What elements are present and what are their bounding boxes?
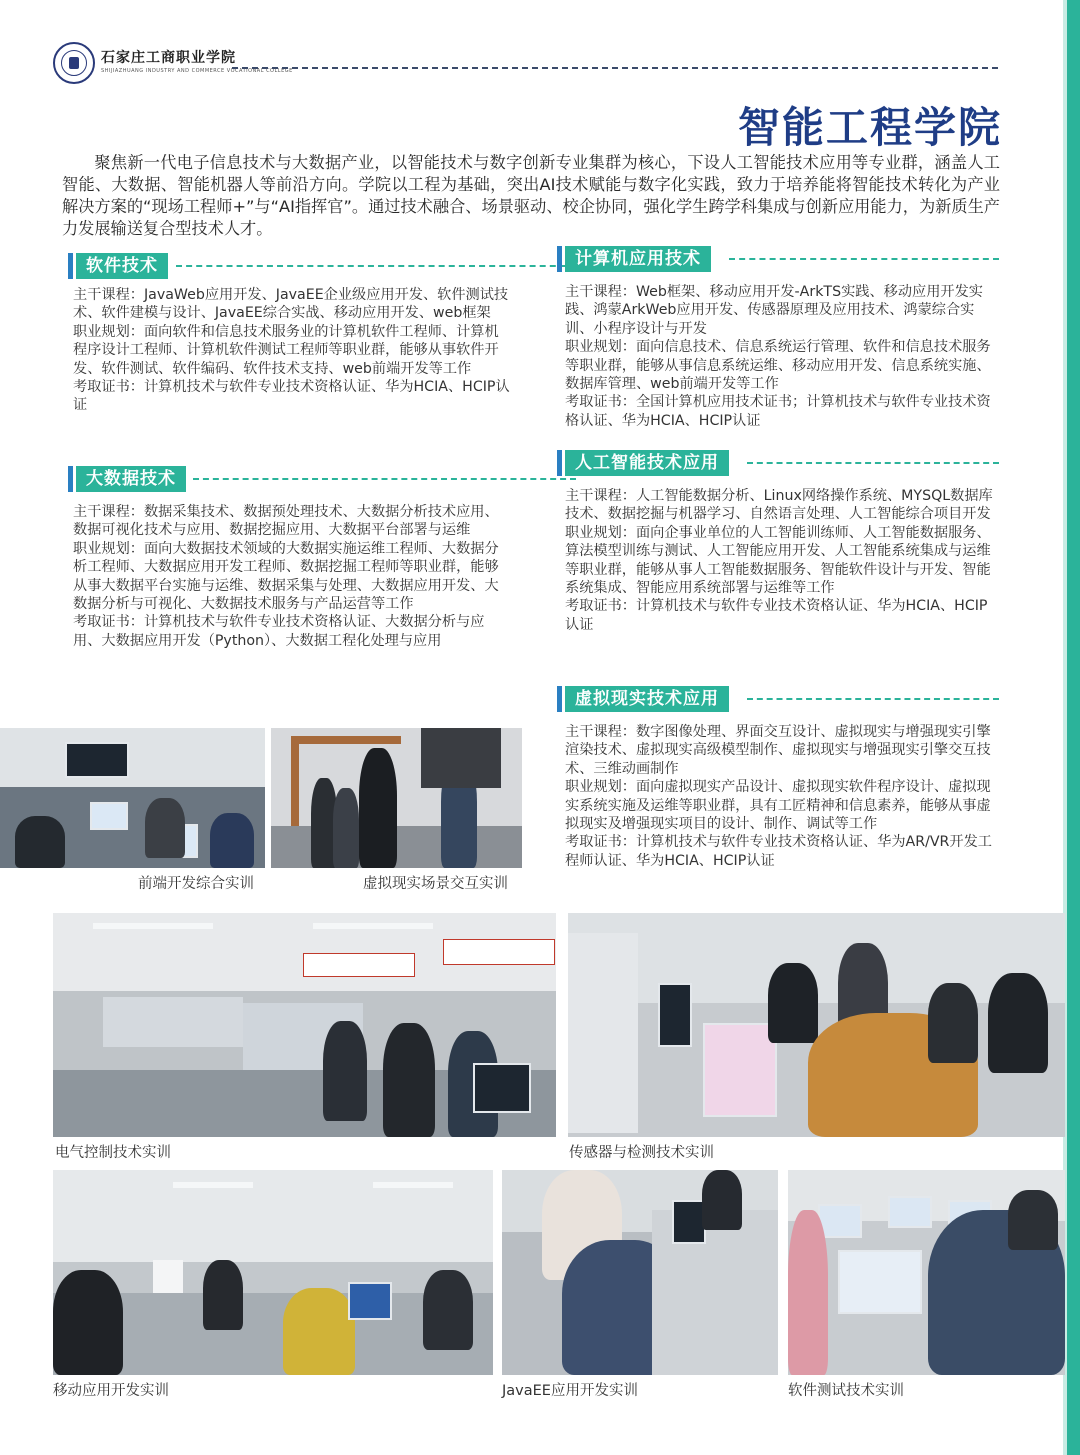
section-courses: 主干课程：人工智能数据分析、Linux网络操作系统、MYSQL数据库技术、数据挖掘与机器学习、自然语言处理、人工智能综合项目开发 [565,488,993,523]
intro-paragraph: 聚焦新一代电子信息技术与大数据产业，以智能技术与数字创新专业集群为核心，下设人工智能技术应用等专业群，涵盖人工智能、大数据、智能机器人等前沿方向。学院以工程为基础，突出AI技术赋能与数字化实践，致力于培养能将智能技术转化为产业解决方案的“现场工程师+”与“AI指挥官”。通过技术融合、场景驱动、校企协同，强化学生跨学科集成与创新应用能力，为新质生产力发展输送复合型技术人才。 [62,153,1000,238]
section-header-ai [557,450,1000,476]
photo-ceiling-light [173,1182,253,1188]
photo-javaee-training [502,1170,778,1375]
photo-monitor [658,983,692,1047]
photo-sensor-training [568,913,1065,1137]
photo-railing [421,728,501,788]
photo-wall [0,728,265,787]
photo-caption: JavaEE应用开发实训 [502,1383,638,1399]
photo-student [928,983,978,1063]
photo-student [323,1021,367,1121]
photo-training-bench [103,997,243,1047]
photo-monitor [703,1023,777,1117]
photo-screen [65,742,129,778]
section-title: 人工智能技术应用 [565,450,729,476]
section-divider [176,265,576,267]
section-tab-marker [68,466,73,492]
section-courses: 主干课程：JavaWeb应用开发、JavaEE企业级应用开发、软件测试技术、软件建模与设计、JavaEE综合实战、移动应用开发、web框架 [73,287,509,322]
photo-software-testing-training [788,1170,1065,1375]
photo-monitor [473,1063,531,1113]
section-title: 虚拟现实技术应用 [565,686,729,712]
photo-monitor [888,1196,932,1228]
section-title: 软件技术 [76,253,168,279]
school-logo [53,42,95,84]
section-cert: 考取证书：计算机技术与软件专业技术资格认证、华为AR/VR开发工程师认证、华为HCIA、HCIP认证 [565,834,992,869]
photo-equipment [568,933,638,1133]
right-edge-stripe [1067,0,1080,1455]
photo-student [1008,1190,1058,1250]
photo-student [203,1260,243,1330]
photo-electrical-control-training [53,913,556,1137]
section-divider [747,698,999,700]
section-cert: 考取证书：全国计算机应用技术证书；计算机技术与软件专业技术资格认证、华为HCIA、HCIP认证 [565,394,991,429]
photo-student [283,1288,355,1375]
section-career: 职业规划：面向大数据技术领域的大数据实施运维工程师、大数据分析工程师、大数据应用开发工程师、数据挖掘工程师等职业群，能够从事大数据平台实施与运维、数据采集与处理、大数据应用开发、大数据分析与可视化、大数据技术服务与产品运营等工作 [73,540,499,613]
photo-caption: 软件测试技术实训 [788,1383,904,1399]
school-name-en: SHIJIAZHUANG INDUSTRY AND COMMERCE VOCATIONAL COLLEGE [101,68,293,74]
section-cert: 考取证书：计算机技术与软件专业技术资格认证、华为HCIA、HCIP认证 [73,379,510,414]
section-courses: 主干课程：数字图像处理、界面交互设计、虚拟现实与增强现实引擎渲染技术、虚拟现实高级模型制作、虚拟现实与增强现实引擎交互技术、三维动画制作 [565,724,991,777]
section-career: 职业规划：面向企事业单位的人工智能训练师、人工智能数据服务、算法模型训练与测试、人工智能应用开发、人工智能系统集成与运维等职业群，能够从事人工智能数据服务、智能软件设计与开发、智能系统集成、智能应用系统部署与运维等工作 [565,524,991,597]
section-career: 职业规划：面向信息技术、信息系统运行管理、软件和信息技术服务等职业群，能够从事信息系统运维、移动应用开发、信息系统实施、数据库管理、web前端开发等工作 [565,339,991,393]
photo-student [53,1270,123,1375]
photo-student [145,798,185,858]
photo-monitor [90,802,128,830]
section-courses: 主干课程：数据采集技术、数据预处理技术、大数据分析技术应用、数据可视化技术与应用、数据挖掘应用、大数据平台部署与运维 [73,504,499,539]
section-career: 职业规划：面向虚拟现实产品设计、虚拟现实软件程序设计、虚拟现实系统实施及运维等职业群，具有工匠精神和信息素养，能够从事虚拟现实及增强现实项目的设计、制作、调试等工作 [565,779,991,833]
section-title: 大数据技术 [76,466,186,492]
section-header-computer [557,246,1000,272]
section-body-bigdata [73,503,511,650]
photo-vr-training [271,728,522,868]
section-tab-marker [557,686,562,712]
photo-caption: 传感器与检测技术实训 [569,1145,714,1161]
photo-banner [443,939,555,965]
photo-monitor [838,1250,922,1314]
photo-student [768,963,818,1043]
photo-caption: 移动应用开发实训 [53,1383,169,1399]
section-body-software [73,286,511,415]
photo-caption: 电气控制技术实训 [55,1145,171,1161]
section-divider [193,478,576,480]
section-career: 职业规划：面向软件和信息技术服务业的计算机软件工程师、计算机程序设计工程师、计算机软件测试工程师等职业群，能够从事软件开发、软件测试、软件编码、软件技术支持、web前端开发等工作 [73,323,499,377]
header-divider [232,67,998,69]
section-tab-marker [557,450,562,476]
section-body-ai [565,487,1001,634]
section-tab-marker [557,246,562,272]
school-name: 石家庄工商职业学院 [101,50,236,66]
photo-student [702,1170,742,1230]
photo-student [988,973,1048,1073]
logo-ring [61,50,87,76]
photo-student [788,1210,828,1375]
photo-student [210,813,254,868]
photo-student [15,816,65,868]
photo-wood-frame [291,736,401,744]
section-divider [729,258,999,260]
photo-frontend-training [0,728,265,868]
photo-student-vr [359,748,397,868]
photo-monitor [348,1282,392,1320]
section-divider [747,462,999,464]
photo-ceiling-light [373,1182,453,1188]
photo-caption: 虚拟现实场景交互实训 [363,876,508,892]
photo-banner [303,953,415,977]
page-title: 智能工程学院 [737,103,1002,152]
section-cert: 考取证书：计算机技术与软件专业技术资格认证、华为HCIA、HCIP认证 [565,598,988,633]
section-title: 计算机应用技术 [565,246,711,272]
section-cert: 考取证书：计算机技术与软件专业技术资格认证、大数据分析与应用、大数据应用开发（Python）、大数据工程化处理与应用 [73,614,485,649]
photo-monitor [818,1204,862,1238]
photo-student [383,1023,435,1137]
photo-ceiling-light [93,923,213,929]
photo-caption: 前端开发综合实训 [138,876,254,892]
photo-monitor [672,1200,706,1244]
photo-ceiling-light [313,923,433,929]
section-tab-marker [68,253,73,279]
photo-student [333,788,359,868]
photo-wood-frame [291,736,299,826]
photo-desk-row [652,1210,778,1375]
section-body-vr [565,723,1001,870]
photo-mobile-app-training [53,1170,493,1375]
section-courses: 主干课程：Web框架、移动应用开发-ArkTS实践、移动应用开发实践、鸿蒙ArkWeb应用开发、传感器原理及应用技术、鸿蒙综合实训、小程序设计与开发 [565,284,983,337]
photo-student [423,1270,473,1350]
section-header-vr [557,686,1000,712]
logo-emblem-icon [69,57,79,69]
section-body-computer [565,283,1001,430]
